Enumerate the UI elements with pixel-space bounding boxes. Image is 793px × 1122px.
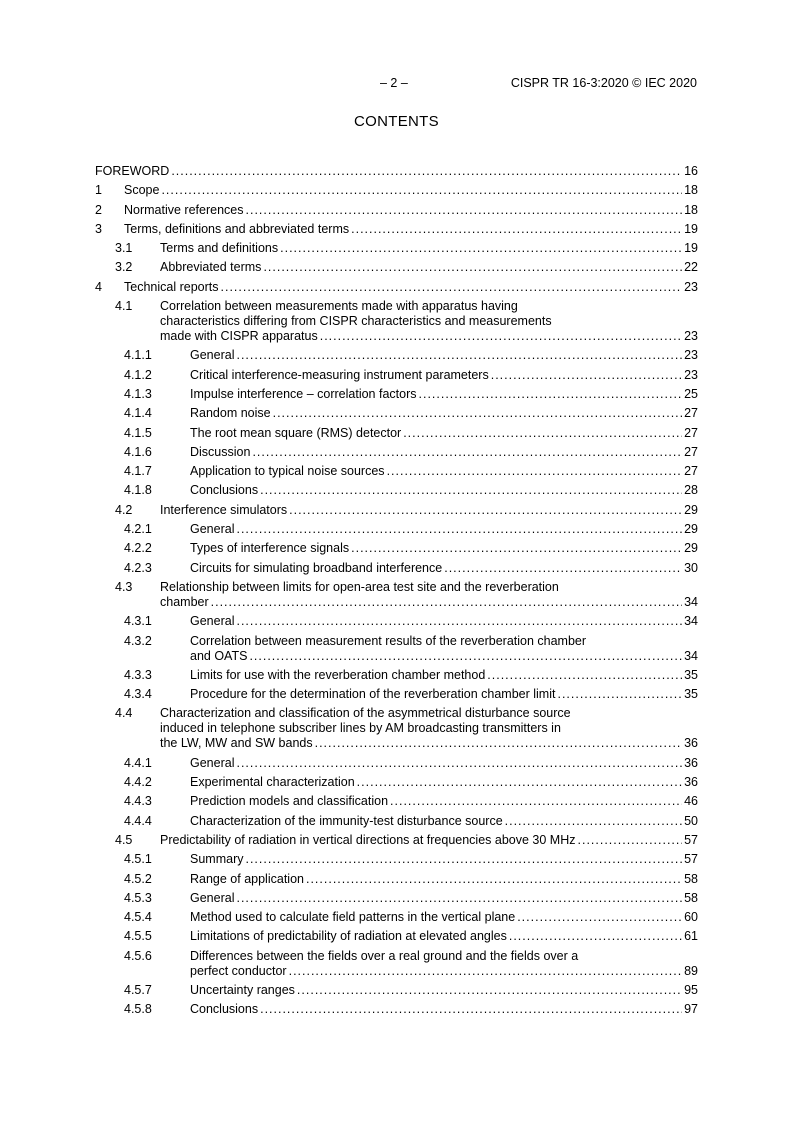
toc-entry-title: Conclusions	[190, 483, 259, 498]
toc-page-number: 19	[684, 241, 698, 256]
toc-entry[interactable]	[95, 464, 698, 479]
toc-entry-number: 4.5.7	[124, 982, 152, 997]
toc-page-number: 36	[684, 736, 698, 751]
toc-page-number: 35	[684, 687, 698, 702]
dot-leader	[211, 595, 682, 610]
toc-entry-title: General	[190, 522, 235, 537]
toc-entry[interactable]	[95, 406, 698, 421]
toc-entry-body	[95, 164, 698, 179]
toc-entry-body	[160, 706, 698, 751]
toc-entry-row	[190, 649, 698, 664]
toc-entry-number: 4.3.1	[124, 614, 152, 629]
toc-entry-title: Summary	[190, 852, 244, 867]
toc-entry-number: 4.5	[115, 832, 133, 847]
toc-entry-row	[190, 872, 698, 887]
toc-entry-row	[190, 964, 698, 979]
toc-entry-title: made with CISPR apparatus	[160, 329, 318, 344]
toc-entry-title: General	[190, 348, 235, 363]
toc-entry[interactable]	[95, 483, 698, 498]
toc-entry-number: 1	[95, 183, 102, 198]
toc-page-number: 22	[684, 260, 698, 275]
toc-entry[interactable]	[95, 426, 698, 441]
toc-page-number: 30	[684, 560, 698, 575]
toc-entry[interactable]	[95, 445, 698, 460]
page-number: – 2 –	[380, 76, 408, 90]
toc-entry-body	[190, 614, 698, 629]
toc-entry-row	[124, 222, 698, 237]
dot-leader	[249, 649, 682, 664]
toc-entry[interactable]	[95, 299, 698, 344]
toc-entry-number: 4.5.5	[124, 929, 152, 944]
toc-entry-number: 4.5.6	[124, 948, 152, 963]
toc-entry-row	[190, 756, 698, 771]
toc-entry-body	[190, 891, 698, 906]
toc-entry-row	[190, 464, 698, 479]
toc-entry-number: 4.2.1	[124, 522, 152, 537]
toc-entry-number: 4.5.2	[124, 871, 152, 886]
toc-entry-body	[190, 852, 698, 867]
toc-entry-number: 4.1.7	[124, 464, 152, 479]
dot-leader	[236, 614, 682, 629]
toc-entry-body	[160, 503, 698, 518]
toc-entry-number: 3	[95, 221, 102, 236]
toc-entry[interactable]	[95, 348, 698, 363]
toc-page-number: 27	[684, 444, 698, 459]
toc-entry-title: Uncertainty ranges	[190, 982, 295, 997]
toc-entry-number: 4.5.8	[124, 1002, 152, 1017]
toc-entry-title: Abbreviated terms	[160, 260, 262, 275]
toc-entry-body	[190, 794, 698, 809]
toc-entry-body	[190, 522, 698, 537]
toc-entry[interactable]	[95, 814, 698, 829]
toc-page-number: 34	[684, 614, 698, 629]
dot-leader	[161, 183, 682, 198]
toc-entry-row	[190, 814, 698, 829]
toc-entry-row	[190, 891, 698, 906]
toc-entry-number: 4.1.5	[124, 425, 152, 440]
toc-page-number: 57	[684, 832, 698, 847]
document-reference: CISPR TR 16-3:2020 © IEC 2020	[510, 76, 697, 90]
toc-entry-body	[190, 368, 698, 383]
toc-entry-title: Terms, definitions and abbreviated terms	[124, 221, 350, 236]
toc-entry[interactable]	[95, 522, 698, 537]
dot-leader	[491, 368, 682, 383]
toc-entry-body	[190, 949, 698, 979]
toc-entry-title: The root mean square (RMS) detector	[190, 425, 402, 440]
toc-page-number: 97	[684, 1002, 698, 1017]
toc-entry-body	[190, 634, 698, 664]
toc-entry[interactable]	[95, 580, 698, 610]
toc-entry-body	[160, 241, 698, 256]
toc-page-number: 36	[684, 775, 698, 790]
toc-page-number: 34	[684, 648, 698, 663]
toc-page-number: 34	[684, 594, 698, 609]
toc-entry-number: 4.5.3	[124, 890, 152, 905]
toc-entry-row	[190, 794, 698, 809]
toc-entry-number: 4.1.4	[124, 406, 152, 421]
toc-entry-title: Method used to calculate field patterns in the vertical plane	[190, 910, 516, 925]
toc-entry-number: 4.4.2	[124, 775, 152, 790]
toc-entry-number: 4.1	[115, 299, 133, 314]
table-of-contents	[95, 164, 698, 1022]
dot-leader	[387, 464, 683, 479]
toc-entry[interactable]	[95, 794, 698, 809]
toc-page-number: 23	[684, 367, 698, 382]
toc-entry-title-line: Differences between the fields over a real ground and the fields over a	[190, 948, 579, 963]
toc-page-number: 18	[684, 183, 698, 198]
toc-entry-body	[160, 260, 698, 275]
toc-entry-title: General	[190, 755, 235, 770]
toc-entry[interactable]	[95, 503, 698, 518]
toc-entry-row	[160, 736, 698, 751]
toc-entry[interactable]	[95, 852, 698, 867]
toc-entry-number: 4.1.2	[124, 367, 152, 382]
toc-page-number: 58	[684, 871, 698, 886]
toc-entry-number: 4.2	[115, 502, 133, 517]
toc-entry-row	[190, 561, 698, 576]
dot-leader	[280, 241, 682, 256]
toc-entry-body	[190, 483, 698, 498]
toc-entry[interactable]	[95, 775, 698, 790]
toc-entry-title: chamber	[160, 594, 209, 609]
toc-entry-title: General	[190, 890, 235, 905]
dot-leader	[273, 406, 682, 421]
dot-leader	[171, 164, 682, 179]
toc-page-number: 29	[684, 541, 698, 556]
toc-entry-title: Limits for use with the reverberation chamber method	[190, 667, 486, 682]
toc-entry-row	[190, 445, 698, 460]
toc-entry-number: 4.5.4	[124, 910, 152, 925]
dot-leader	[263, 260, 682, 275]
toc-page-number: 23	[684, 348, 698, 363]
toc-entry[interactable]	[95, 260, 698, 275]
toc-entry-body	[190, 775, 698, 790]
toc-entry-number: 4.4.1	[124, 755, 152, 770]
dot-leader	[246, 203, 683, 218]
toc-entry-row	[190, 541, 698, 556]
toc-entry-number: 4.2.2	[124, 541, 152, 556]
toc-entry-row	[190, 387, 698, 402]
toc-entry-title: Experimental characterization	[190, 775, 355, 790]
dot-leader	[245, 852, 682, 867]
toc-entry-body	[160, 580, 698, 610]
toc-entry-row	[190, 483, 698, 498]
toc-entry-body	[160, 833, 698, 848]
toc-page-number: 18	[684, 202, 698, 217]
toc-entry-number: 4.1.6	[124, 444, 152, 459]
toc-entry-title: Conclusions	[190, 1002, 259, 1017]
toc-entry-number: 3.2	[115, 260, 133, 275]
toc-page-number: 95	[684, 982, 698, 997]
toc-entry-number: 4.4.3	[124, 794, 152, 809]
toc-entry[interactable]	[95, 561, 698, 576]
toc-entry-number: 4.3.2	[124, 633, 152, 648]
toc-entry[interactable]	[95, 541, 698, 556]
toc-page-number: 57	[684, 852, 698, 867]
toc-entry[interactable]	[95, 183, 698, 198]
toc-entry-body	[190, 426, 698, 441]
dot-leader	[236, 756, 682, 771]
toc-page-number: 61	[684, 929, 698, 944]
toc-entry-title: Range of application	[190, 871, 304, 886]
toc-entry[interactable]	[95, 687, 698, 702]
toc-entry-row	[160, 329, 698, 344]
toc-entry-row	[190, 522, 698, 537]
toc-entry-row	[124, 280, 698, 295]
toc-entry-title: Critical interference-measuring instrument parameters	[190, 367, 489, 382]
toc-entry-row	[160, 595, 698, 610]
toc-entry[interactable]	[95, 1002, 698, 1017]
dot-leader	[297, 983, 682, 998]
toc-entry[interactable]	[95, 241, 698, 256]
toc-entry-title: the LW, MW and SW bands	[160, 736, 313, 751]
toc-page-number: 28	[684, 483, 698, 498]
toc-entry[interactable]	[95, 872, 698, 887]
toc-entry-row	[160, 241, 698, 256]
toc-entry-title: and OATS	[190, 648, 248, 663]
toc-entry[interactable]	[95, 387, 698, 402]
toc-entry-title: Predictability of radiation in vertical directions at frequencies above 30 MHz	[160, 832, 576, 847]
toc-entry-title-line: Relationship between limits for open-area test site and the reverberation	[160, 579, 559, 594]
toc-entry[interactable]	[95, 891, 698, 906]
toc-entry-number: 3.1	[115, 241, 133, 256]
toc-entry-row	[190, 775, 698, 790]
toc-entry-row	[190, 983, 698, 998]
toc-entry-number: 4.1.8	[124, 483, 152, 498]
toc-entry-body	[124, 222, 698, 237]
dot-leader	[357, 775, 682, 790]
dot-leader	[315, 736, 682, 751]
toc-page-number: 23	[684, 329, 698, 344]
toc-entry[interactable]	[95, 368, 698, 383]
dot-leader	[557, 687, 682, 702]
toc-entry[interactable]	[95, 756, 698, 771]
toc-entry-row	[190, 406, 698, 421]
toc-page-number: 46	[684, 794, 698, 809]
toc-entry-row	[95, 164, 698, 179]
toc-page-number: 35	[684, 667, 698, 682]
toc-entry[interactable]	[95, 280, 698, 295]
toc-entry-title-line: Correlation between measurements made with apparatus having	[160, 299, 518, 314]
dot-leader	[289, 964, 683, 979]
toc-entry[interactable]	[95, 706, 698, 751]
toc-entry-title: Impulse interference – correlation factors	[190, 386, 417, 401]
dot-leader	[260, 483, 682, 498]
toc-entry-body	[190, 1002, 698, 1017]
toc-entry[interactable]	[95, 164, 698, 179]
toc-entry-title: Discussion	[190, 444, 251, 459]
toc-page-number: 50	[684, 813, 698, 828]
dot-leader	[252, 445, 682, 460]
toc-entry-title: Technical reports	[124, 279, 219, 294]
toc-entry-number: 4.4	[115, 706, 133, 721]
toc-entry-row	[190, 368, 698, 383]
toc-entry-body	[190, 668, 698, 683]
toc-entry-body	[190, 464, 698, 479]
toc-entry-row	[160, 833, 698, 848]
toc-entry-body	[124, 280, 698, 295]
dot-leader	[260, 1002, 682, 1017]
toc-entry-number: 4.5.1	[124, 852, 152, 867]
toc-entry-row	[160, 260, 698, 275]
dot-leader	[403, 426, 682, 441]
toc-page-number: 19	[684, 221, 698, 236]
toc-entry-body	[190, 814, 698, 829]
toc-entry-body	[160, 299, 698, 344]
toc-entry-number: 4.3.3	[124, 667, 152, 682]
toc-entry-number: 2	[95, 202, 102, 217]
dot-leader	[444, 561, 682, 576]
toc-entry-body	[190, 687, 698, 702]
toc-entry[interactable]	[95, 668, 698, 683]
toc-page-number: 27	[684, 406, 698, 421]
page-header	[0, 76, 793, 94]
toc-entry-body	[190, 910, 698, 925]
toc-entry-title: Interference simulators	[160, 502, 288, 517]
dot-leader	[509, 929, 682, 944]
toc-entry-row	[190, 687, 698, 702]
toc-entry-title: Circuits for simulating broadband interference	[190, 560, 443, 575]
toc-entry-title: perfect conductor	[190, 963, 287, 978]
dot-leader	[517, 910, 682, 925]
toc-entry-number: 4.1.1	[124, 348, 152, 363]
toc-entry[interactable]	[95, 634, 698, 664]
toc-entry-row	[124, 183, 698, 198]
dot-leader	[351, 541, 682, 556]
toc-entry-title: Types of interference signals	[190, 541, 350, 556]
toc-entry-title: General	[190, 614, 235, 629]
dot-leader	[221, 280, 683, 295]
toc-entry-row	[190, 929, 698, 944]
toc-entry[interactable]	[95, 929, 698, 944]
toc-entry-title-line: characteristics differing from CISPR characteristics and measurements	[160, 314, 552, 329]
toc-page-number: 27	[684, 464, 698, 479]
toc-entry[interactable]	[95, 910, 698, 925]
toc-page-number: 60	[684, 910, 698, 925]
toc-entry[interactable]	[95, 833, 698, 848]
toc-page-number: 58	[684, 890, 698, 905]
dot-leader	[236, 348, 682, 363]
dot-leader	[390, 794, 682, 809]
toc-entry-title-line: induced in telephone subscriber lines by AM broadcasting transmitters in	[160, 721, 561, 736]
toc-entry-row	[190, 668, 698, 683]
toc-entry-body	[190, 348, 698, 363]
toc-entry-row	[190, 426, 698, 441]
toc-entry-row	[190, 1002, 698, 1017]
toc-entry-body	[190, 561, 698, 576]
dot-leader	[289, 503, 682, 518]
toc-page-number: 89	[684, 963, 698, 978]
dot-leader	[578, 833, 683, 848]
toc-entry-row	[190, 910, 698, 925]
toc-page-number: 27	[684, 425, 698, 440]
toc-entry[interactable]	[95, 949, 698, 979]
toc-entry-row	[160, 503, 698, 518]
toc-entry-row	[190, 614, 698, 629]
toc-entry-title: Prediction models and classification	[190, 794, 389, 809]
toc-entry-title-line: Correlation between measurement results of the reverberation chamber	[190, 633, 587, 648]
toc-entry-title: FOREWORD	[95, 164, 170, 178]
toc-page-number: 16	[684, 164, 698, 178]
toc-entry[interactable]	[95, 222, 698, 237]
toc-entry-body	[190, 541, 698, 556]
toc-entry-number: 4.1.3	[124, 386, 152, 401]
toc-page-number: 23	[684, 279, 698, 294]
toc-entry-row	[124, 203, 698, 218]
toc-entry-title: Procedure for the determination of the reverberation chamber limit	[190, 687, 556, 702]
toc-entry-row	[190, 348, 698, 363]
toc-page-number: 36	[684, 755, 698, 770]
toc-entry-body	[190, 387, 698, 402]
toc-entry-body	[124, 203, 698, 218]
dot-leader	[236, 522, 682, 537]
toc-entry-body	[190, 929, 698, 944]
toc-entry-title: Normative references	[124, 202, 244, 217]
toc-entry-number: 4.4.4	[124, 813, 152, 828]
toc-page-number: 29	[684, 522, 698, 537]
toc-entry-body	[190, 983, 698, 998]
toc-entry[interactable]	[95, 983, 698, 998]
toc-entry-row	[190, 852, 698, 867]
toc-entry-body	[124, 183, 698, 198]
toc-entry-number: 4.3.4	[124, 687, 152, 702]
page-title: CONTENTS	[354, 113, 439, 130]
toc-entry-number: 4.3	[115, 579, 133, 594]
toc-entry-body	[190, 406, 698, 421]
toc-entry-number: 4	[95, 279, 102, 294]
toc-entry-title-line: Characterization and classification of the asymmetrical disturbance source	[160, 706, 571, 721]
toc-entry-body	[190, 872, 698, 887]
toc-entry-title: Application to typical noise sources	[190, 464, 385, 479]
toc-entry-number: 4.2.3	[124, 560, 152, 575]
toc-entry[interactable]	[95, 614, 698, 629]
toc-entry-body	[190, 756, 698, 771]
toc-entry-title: Terms and definitions	[160, 241, 279, 256]
toc-entry-title: Random noise	[190, 406, 271, 421]
dot-leader	[306, 872, 682, 887]
dot-leader	[487, 668, 682, 683]
dot-leader	[351, 222, 682, 237]
dot-leader	[419, 387, 683, 402]
dot-leader	[236, 891, 682, 906]
toc-page-number: 29	[684, 502, 698, 517]
toc-entry[interactable]	[95, 203, 698, 218]
toc-entry-title: Characterization of the immunity-test disturbance source	[190, 813, 503, 828]
toc-entry-body	[190, 445, 698, 460]
toc-page-number: 25	[684, 386, 698, 401]
toc-entry-title: Scope	[124, 183, 160, 198]
dot-leader	[505, 814, 682, 829]
toc-entry-title: Limitations of predictability of radiation at elevated angles	[190, 929, 507, 944]
dot-leader	[320, 329, 682, 344]
